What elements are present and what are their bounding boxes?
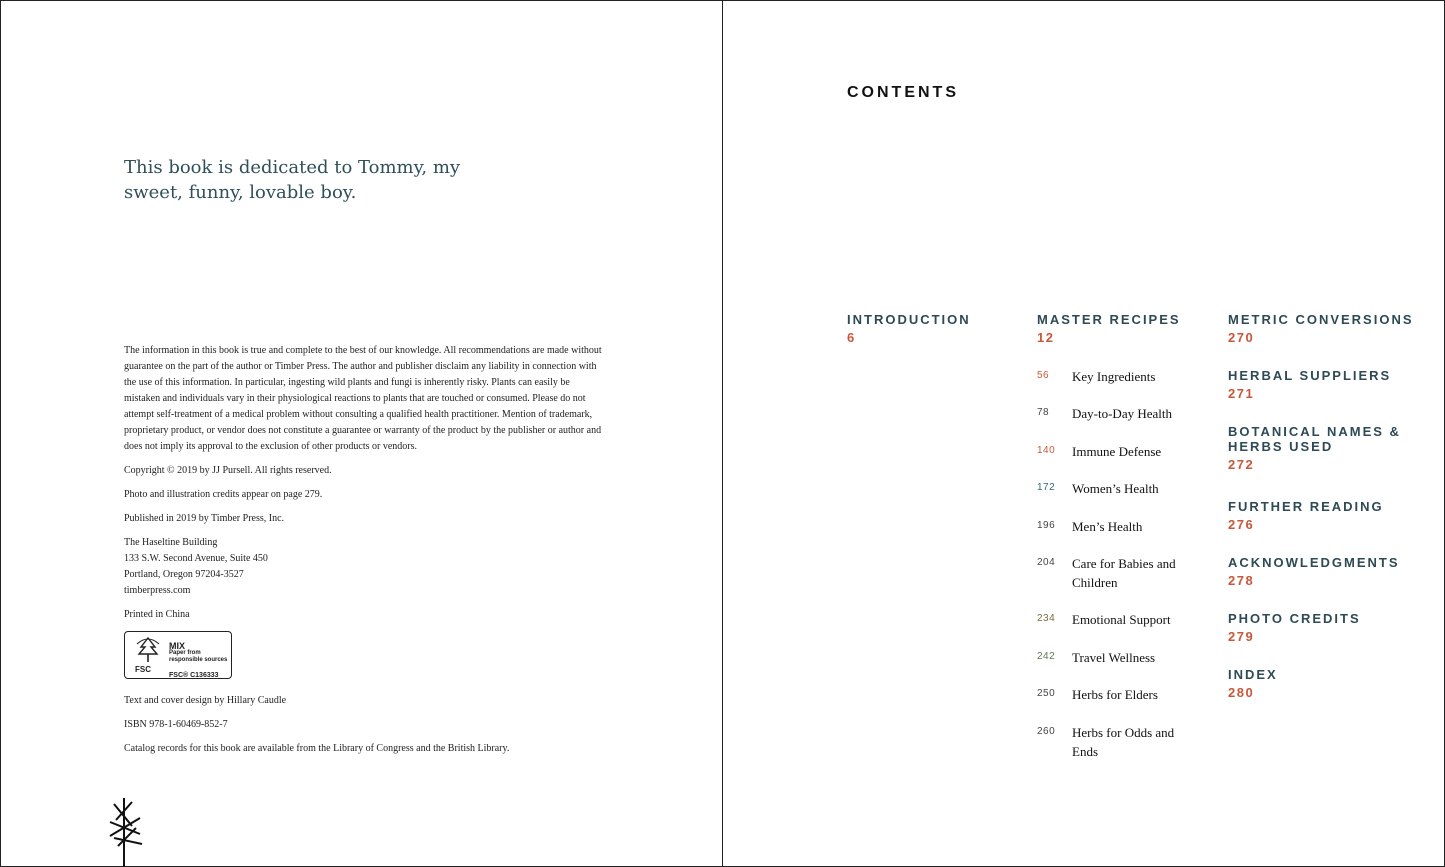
toc-item-page: 56 [1037, 370, 1050, 381]
toc-page-number: 6 [847, 330, 856, 345]
toc-section-title: INDEX [1228, 667, 1278, 682]
toc-index[interactable] [1228, 667, 1418, 700]
toc-item-page: 172 [1037, 482, 1056, 493]
timber-press-tree-logo [106, 798, 146, 867]
toc-page-number: 270 [1228, 330, 1255, 345]
toc-item-page: 140 [1037, 445, 1056, 456]
fsc-mix: MIX [169, 641, 186, 651]
toc-section-title: HERBAL SUPPLIERS [1228, 368, 1392, 383]
toc-item-label: Women’s Health [1072, 481, 1159, 496]
toc-acknowledgments[interactable] [1228, 555, 1418, 588]
toc-item-label: Herbs for Odds and Ends [1072, 725, 1175, 759]
toc-herbal-suppliers[interactable] [1228, 368, 1418, 401]
toc-photo-credits[interactable] [1228, 611, 1418, 644]
toc-item-page: 196 [1037, 520, 1056, 531]
toc-item-page: 260 [1037, 726, 1056, 737]
toc-introduction[interactable] [847, 312, 971, 345]
copyright-block [124, 343, 604, 765]
fsc-label [124, 631, 232, 679]
printed-in: Printed in China [124, 609, 190, 620]
toc-section-title: MASTER RECIPES [1037, 312, 1181, 327]
toc-item-label: Immune Defense [1072, 444, 1162, 459]
toc-item-label: Care for Babies and Children [1072, 556, 1176, 590]
copyright-line: Copyright © 2019 by JJ Pursell. All rights reserved. [124, 465, 332, 476]
toc-page-number: 278 [1228, 573, 1255, 588]
photo-credits-note: Photo and illustration credits appear on page 279. [124, 489, 323, 500]
catalog-note: Catalog records for this book are available from the Library of Congress and the British Library. [124, 743, 510, 754]
toc-item-label: Key Ingredients [1072, 369, 1156, 384]
toc-master-recipes[interactable] [1037, 312, 1181, 345]
toc-section-title: INTRODUCTION [847, 312, 971, 327]
toc-item-label: Emotional Support [1072, 612, 1171, 627]
disclaimer-text: The information in this book is true and complete to the best of our knowledge. All recommendations are made without guarantee on the part of the author or Timber Press. The author and publisher disclaim any liability in connection with the use of this information. In particular, ingesting wild plants and fungi is inherently risky. Plants can easily be mistaken and individuals vary in their physiological reactions to plants that are touched or consumed. Please do not attempt self-treatment of a medical problem without consulting a qualified health practitioner. Mention of trademark, proprietary product, or vendor does not constitute a guarantee or warranty of the product by the publisher or author and does not imply its approval to the exclusion of other products or vendors. [124, 345, 602, 452]
fsc-paper: Paper from responsible sources [169, 650, 228, 663]
toc-further-reading[interactable] [1228, 499, 1418, 532]
contents-heading: CONTENTS [847, 84, 959, 101]
toc-section-title: ACKNOWLEDGMENTS [1228, 555, 1400, 570]
toc-item-page: 242 [1037, 651, 1056, 662]
toc-section-title: METRIC CONVERSIONS [1228, 312, 1414, 327]
toc-section-title: PHOTO CREDITS [1228, 611, 1361, 626]
fsc-wordmark: FSC [135, 665, 151, 674]
publisher-address: The Haseltine Building 133 S.W. Second Avenue, Suite 450 Portland, Oregon 97204-3527 timberpress.com [124, 537, 268, 596]
toc-item-page: 78 [1037, 407, 1050, 418]
toc-item-page: 234 [1037, 613, 1056, 624]
toc-item-label: Men’s Health [1072, 519, 1143, 534]
isbn: ISBN 978-1-60469-852-7 [124, 719, 228, 730]
toc-page-number: 276 [1228, 517, 1255, 532]
toc-page-number: 272 [1228, 457, 1255, 472]
dedication: This book is dedicated to Tommy, my sweet, funny, lovable boy. [124, 157, 461, 203]
design-credit: Text and cover design by Hillary Caudle [124, 695, 287, 706]
book-spine-divider [722, 0, 723, 867]
toc-item-label: Day-to-Day Health [1072, 406, 1172, 421]
toc-section-title: FURTHER READING [1228, 499, 1384, 514]
fsc-code: FSC® C136333 [169, 672, 219, 679]
toc-page-number: 280 [1228, 685, 1255, 700]
toc-item-page: 250 [1037, 688, 1056, 699]
toc-item-page: 204 [1037, 557, 1056, 568]
toc-page-number: 279 [1228, 629, 1255, 644]
toc-botanical-names[interactable] [1228, 424, 1403, 472]
toc-item-label: Travel Wellness [1072, 650, 1156, 665]
toc-section-title: BOTANICAL NAMES & HERBS USED [1228, 424, 1401, 454]
toc-page-number: 12 [1037, 330, 1055, 345]
toc-item-label: Herbs for Elders [1072, 687, 1158, 702]
toc-page-number: 271 [1228, 386, 1255, 401]
fsc-tree-icon [131, 636, 165, 664]
publisher-line: Published in 2019 by Timber Press, Inc. [124, 513, 285, 524]
toc-metric-conversions[interactable] [1228, 312, 1418, 345]
